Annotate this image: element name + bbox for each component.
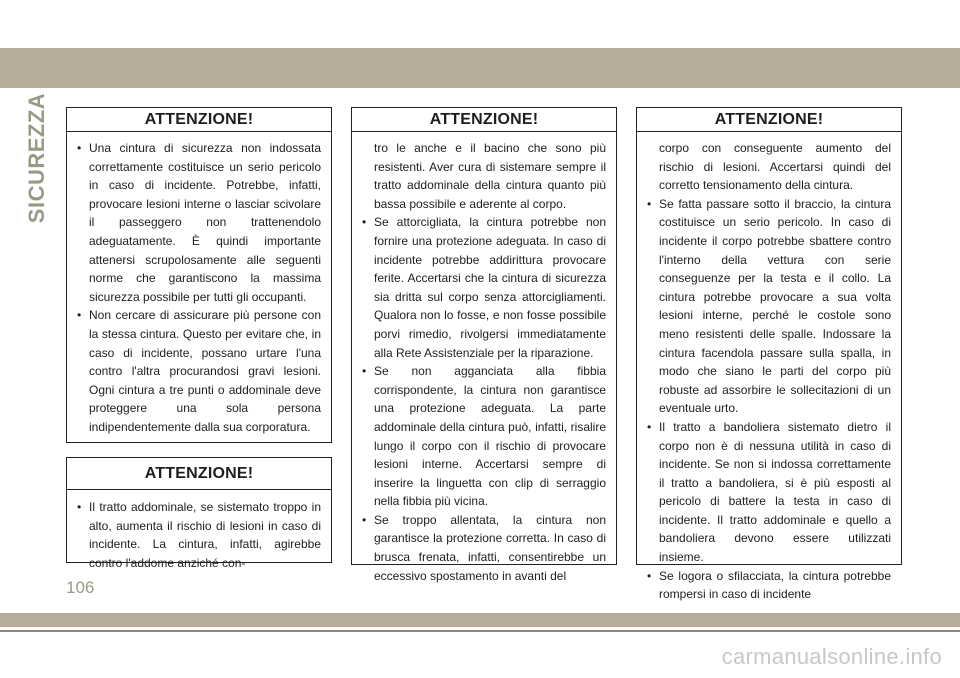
warning-box-4: [636, 107, 902, 602]
warning-list: [362, 213, 606, 585]
warning-title: ATTENZIONE!: [67, 108, 331, 132]
warning-body: [67, 132, 331, 437]
warning-title: ATTENZIONE!: [637, 108, 901, 132]
top-margin: [0, 0, 960, 48]
warning-list: [647, 195, 891, 604]
list-item: • Una cintura di sicurezza non indossata correttamente costituisce un serio pericolo in caso di incidente. Potrebbe, infatti, provocare lesioni interne o lasciar scivolare il passeggero non trattenendolo adeguatamente. È quindi importante attenersi scrupolosamente alle seguenti norme che garantiscono la massima sicurezza possibile per tutti gli occupanti.: [77, 139, 321, 306]
list-item: • Se non agganciata alla fibbia corrispondente, la cintura non garantisce una protezione adeguata. La parte addominale della cintura può, infatti, risalire lungo il corpo con il rischio di provocare lesioni interne. Accertarsi sempre di inserire la linguetta con clip di serraggio nella fibbia più vicina.: [362, 362, 606, 511]
list-item: • Il tratto addominale, se sistemato troppo in alto, aumenta il rischio di lesioni in caso di incidente. La cintura, infatti, agirebbe contro l'addome anziché con-: [77, 498, 321, 572]
warning-title: ATTENZIONE!: [352, 108, 616, 132]
list-item: • Il tratto a bandoliera sistemato dietro il corpo non è di nessuna utilità in caso di incidente. Se non si indossa correttamente il tratto a bandoliera, si è più esposti al pericolo di battere la testa in caso di incidente. Il tratto addominale e quello a bandoliera devono essere utilizzati insieme.: [647, 418, 891, 567]
list-item: • Se troppo allentata, la cintura non garantisce la protezione corretta. In caso di brusca frenata, infatti, consentirebbe un eccessivo spostamento in avanti del: [362, 511, 606, 585]
continued-text: tro le anche e il bacino che sono più resistenti. Aver cura di sistemare sempre il tratto addominale della cintura quanto più bassa possibile e aderente al corpo.: [374, 141, 606, 211]
warning-list: [77, 498, 321, 572]
list-item: • Se attorcigliata, la cintura potrebbe non fornire una protezione adeguata. In caso di incidente potrebbe addirittura provocare ferite. Accertarsi che la cintura di sicurezza sia dritta sul corpo senza attorcigliamenti. Qualora non lo fosse, e non fosse possibile porvi rimedio, rivolgersi immediatamente alla Rete Assistenziale per la riparazione.: [362, 213, 606, 362]
footer-band: [0, 613, 960, 627]
warning-list: [77, 139, 321, 437]
section-tab: [22, 92, 52, 223]
list-item: • Se fatta passare sotto il braccio, la cintura costituisce un serio pericolo. In caso di incidente il corpo potrebbe sbattere contro l'interno della vettura con serie conseguenze per la testa e il collo. La cintura potrebbe provocare a sua volta lesioni interne, perché le costole sono meno resistenti delle spalle. Indossare la cintura facendola passare sulla spalla, in modo che siano le parti del corpo più robuste ad assorbire le sollecitazioni di un eventuale urto.: [647, 195, 891, 418]
warning-box-3: [351, 107, 617, 583]
page-number: 106: [66, 578, 95, 597]
warning-title: ATTENZIONE!: [67, 458, 331, 490]
list-item: • Non cercare di assicurare più persone con la stessa cintura. Questo per evitare che, in caso di incidente, possano urtare l'una contro l'altra procurandosi gravi lesioni. Ogni cintura a tre punti o addominale deve proteggere una sola persona indipendentemente dalla sua corporatura.: [77, 306, 321, 436]
header-band: [0, 48, 960, 88]
warning-body: [352, 132, 616, 585]
section-label: SICUREZZA: [24, 92, 50, 223]
continued-text: corpo con conseguente aumento del rischio di lesioni. Accertarsi quindi del corretto tensionamento della cintura.: [659, 141, 891, 193]
warning-box-2: [66, 457, 332, 570]
footer-rule: [0, 630, 960, 632]
warning-body: [637, 132, 901, 604]
list-item: • Se logora o sfilacciata, la cintura potrebbe rompersi in caso di incidente: [647, 567, 891, 604]
warning-body: [67, 490, 331, 572]
warning-box-1: [66, 107, 332, 443]
watermark: carmanualsonline.info: [721, 644, 942, 669]
